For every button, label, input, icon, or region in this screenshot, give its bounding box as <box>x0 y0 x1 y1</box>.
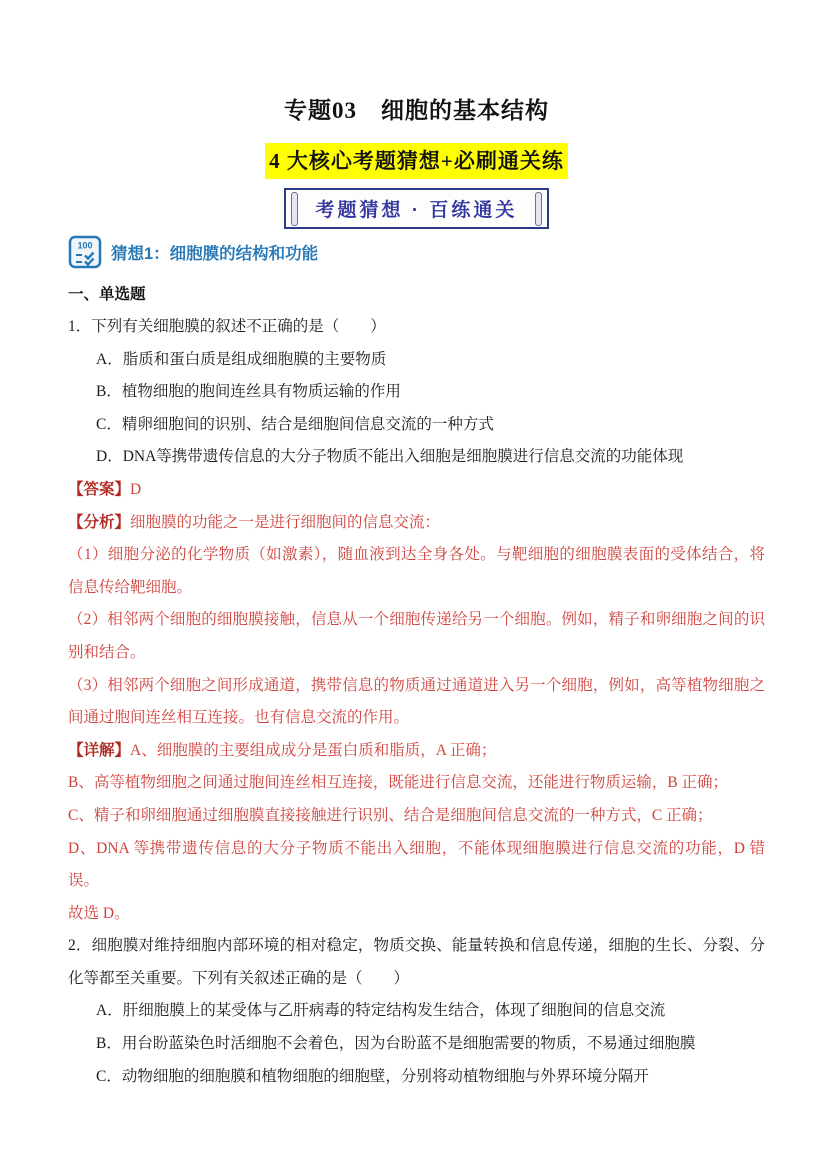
detail-label: 【详解】 <box>68 741 131 759</box>
analysis-intro-text: 细胞膜的功能之一是进行细胞间的信息交流： <box>130 513 441 531</box>
topic-heading-row <box>68 235 765 269</box>
page-title: 专题03 细胞的基本结构 <box>284 98 549 123</box>
question-1-option-d: D．DNA等携带遗传信息的大分子物质不能出入细胞是细胞膜进行信息交流的功能体现 <box>96 448 684 466</box>
analysis-label: 【分析】 <box>68 513 131 531</box>
section-banner <box>284 188 550 229</box>
question-1-answer-line <box>68 474 765 507</box>
analysis-point-3: （3）相邻两个细胞之间形成通道，携带信息的物质通过通道进入另一个细胞，例如，高等植物细胞之间通过胞间连丝相互连接。也有信息交流的作用。 <box>68 676 765 727</box>
question-2-option-a: A．肝细胞膜上的某受体与乙肝病毒的特定结构发生结合，体现了细胞间的信息交流 <box>96 1002 666 1020</box>
subtitle-row <box>68 143 765 179</box>
detail-line-d: D、DNA 等携带遗传信息的大分子物质不能出入细胞，不能体现细胞膜进行信息交流的功能，D 错误。 <box>68 839 765 890</box>
detail-first-text: A、细胞膜的主要组成成分是蛋白质和脂质，A 正确； <box>130 741 497 759</box>
page-subtitle: 4 大核心考题猜想+必刷通关练 <box>265 143 568 179</box>
question-1-number: 1． <box>68 318 92 335</box>
question-1-option-a: A．脂质和蛋白质是组成细胞膜的主要物质 <box>96 350 387 368</box>
question-1-stem <box>68 311 765 344</box>
banner-title: 考题猜想 · 百练通关 <box>315 200 518 221</box>
svg-text:100: 100 <box>77 240 93 251</box>
question-1-stem-text: 下列有关细胞膜的叙述不正确的是（ ） <box>91 318 386 335</box>
analysis-point-1: （1）细胞分泌的化学物质（如激素），随血液到达全身各处。与靶细胞的细胞膜表面的受体结合，将信息传给靶细胞。 <box>68 546 765 596</box>
detail-line-b: B、高等植物细胞之间通过胞间连丝相互连接，既能进行信息交流，还能进行物质运输，B 正确； <box>68 774 729 792</box>
question-type-heading: 一、单选题 <box>68 286 146 303</box>
question-2-option-b: B．用台盼蓝染色时活细胞不会着色，因为台盼蓝不是细胞需要的物质，不易通过细胞膜 <box>96 1035 696 1053</box>
analysis-point-2: （2）相邻两个细胞的细胞膜接触，信息从一个细胞传递给另一个细胞。例如，精子和卵细胞之间的识别和结合。 <box>68 611 765 661</box>
answer-label: 【答案】 <box>68 480 131 498</box>
question-2-option-c: C．动物细胞的细胞膜和植物细胞的细胞壁，分别将动植物细胞与外界环境分隔开 <box>96 1067 649 1085</box>
banner-right-handle-icon <box>535 192 542 226</box>
topic-heading-label: 猜想1：细胞膜的结构和功能 <box>111 245 319 263</box>
question-2-number: 2． <box>68 937 92 955</box>
detail-line-c: C、精子和卵细胞通过细胞膜直接接触进行识别、结合是细胞间信息交流的一种方式，C 正确； <box>68 806 713 824</box>
question-1-detail-intro <box>68 735 765 768</box>
question-1-analysis-intro <box>68 507 765 540</box>
question-2-stem-text: 细胞膜对维持细胞内部环境的相对稳定，物质交换、能量转换和信息传递，细胞的生长、分裂、分化等都至关重要。下列有关叙述正确的是（ ） <box>68 937 765 987</box>
question-1-option-c: C．精卵细胞间的识别、结合是细胞间信息交流的一种方式 <box>96 415 494 433</box>
question-2-stem <box>68 930 765 995</box>
detail-conclusion: 故选 D。 <box>68 904 130 922</box>
banner-row <box>68 188 765 229</box>
banner-left-handle-icon <box>291 192 298 226</box>
question-1-option-b: B．植物细胞的胞间连丝具有物质运输的作用 <box>96 383 401 401</box>
answer-value: D <box>130 480 142 498</box>
score-100-checklist-icon <box>68 235 102 269</box>
